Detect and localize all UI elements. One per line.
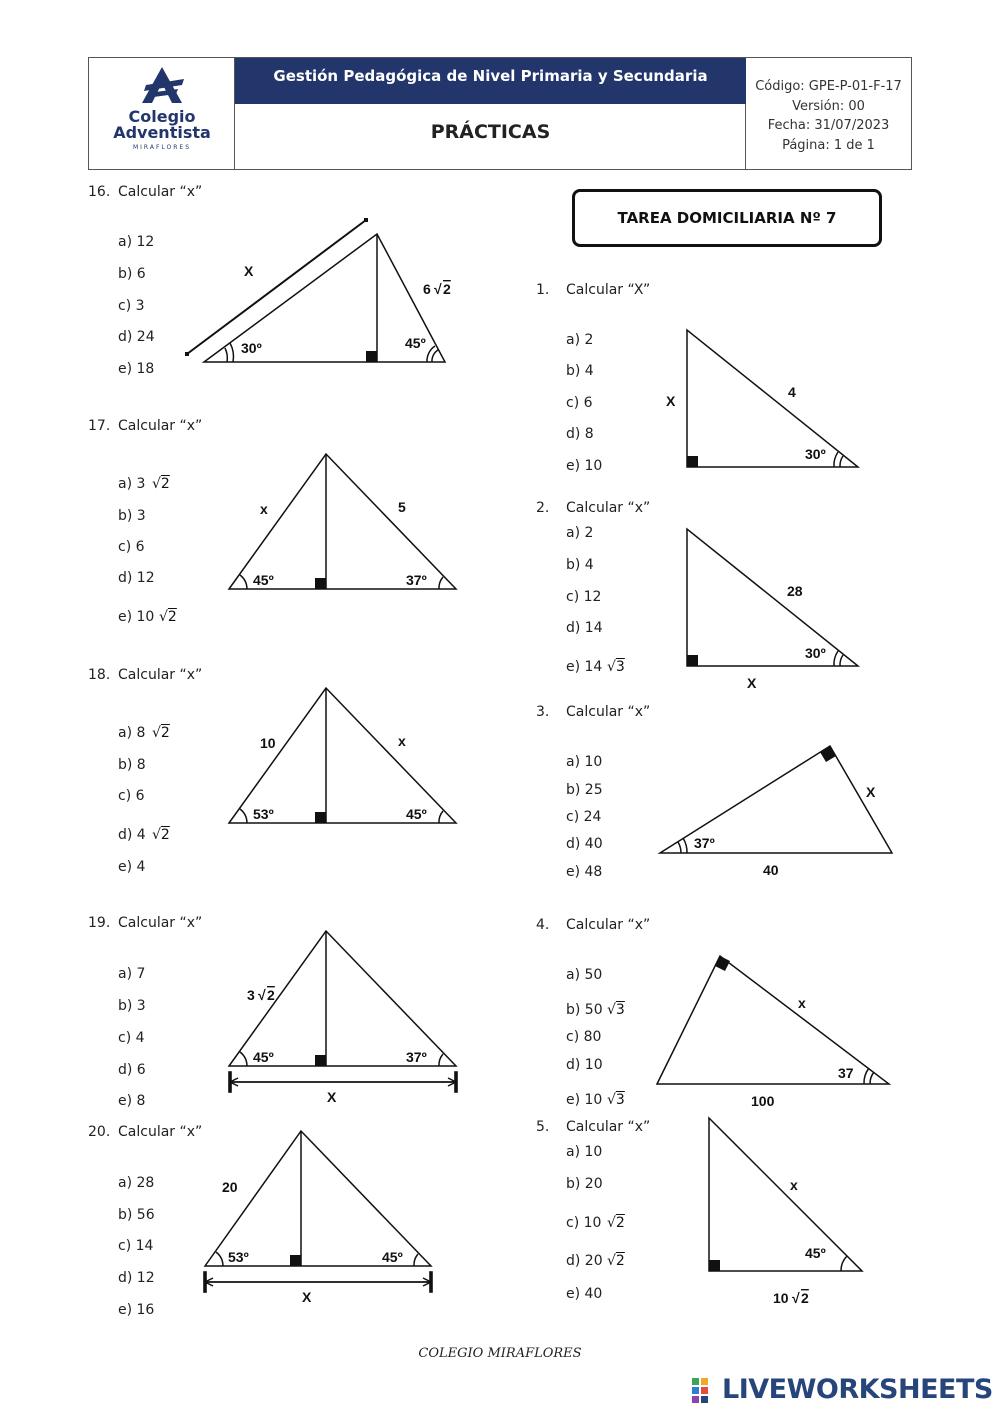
hw5-option-c[interactable]: c) 10 [566,1215,602,1231]
figure-hw5 [709,1118,862,1271]
q19-option-e[interactable]: e) 8 [118,1093,146,1109]
hw5-option-d-radicand: 2 [615,1253,625,1269]
fig19-label-sqrt: √ [258,987,266,1003]
q16-option-e[interactable]: e) 18 [118,361,155,377]
liveworksheets-text: LIVEWORKSHEETS [722,1374,993,1405]
logo-line-3: MIRAFLORES [132,144,192,151]
fig16-angle-arc-30b [230,343,233,362]
hw2-triangle [687,529,858,666]
q20-option-b[interactable]: b) 56 [118,1207,155,1223]
fig17-label-angle-45: 45º [253,572,274,588]
q19-option-a[interactable]: a) 7 [118,966,146,982]
hw1-right-angle-marker [687,456,698,467]
fig17-angle-arc-45 [240,575,247,589]
hw2-option-d[interactable]: d) 14 [566,620,603,636]
fig16-label-sqrt: √ [434,281,442,297]
hw3-option-d[interactable]: d) 40 [566,836,603,852]
header-band-title: Gestión Pedagógica de Nivel Primaria y Secundaria [235,58,746,104]
q16-option-c[interactable]: c) 3 [118,298,145,314]
fig18-triangle [229,688,456,823]
hw5-option-d[interactable]: d) 20 [566,1253,603,1269]
fig17-label-x: x [260,501,268,517]
meta-version: Versión: 00 [792,98,865,114]
hw4-label-100: 100 [751,1093,775,1109]
q18-option-d[interactable]: d) 4 [118,827,146,843]
hw4-option-a[interactable]: a) 50 [566,967,603,983]
q17-option-e-sqrt: √2 [159,609,177,625]
q17-option-a[interactable]: a) 3 [118,476,146,492]
hw5-option-d-sqrt: √2 [607,1253,625,1269]
fig16-label-radicand: 2 [443,281,451,297]
hw4-option-e-radicand: 3 [615,1092,625,1108]
fig18-right-angle-marker [315,812,326,823]
q17-option-c[interactable]: c) 6 [118,539,145,555]
q17-option-e[interactable]: e) 10 [118,609,155,625]
fig19-label-radicand: 2 [267,987,275,1003]
hw5-label-radicand: 2 [801,1290,809,1306]
question-5-number: 5. [536,1119,550,1135]
hw2-angle-arc-30 [840,655,843,666]
hw5-option-c-radicand: 2 [615,1215,625,1231]
liveworksheets-logo-icon [692,1378,718,1404]
hw1-option-b[interactable]: b) 4 [566,363,594,379]
question-1-number: 1. [536,282,550,298]
fig20-label-angle-53: 53º [228,1249,249,1265]
hw2-label-X: X [747,675,757,691]
fig20-angle-arc-45 [414,1254,418,1266]
hw4-option-c[interactable]: c) 80 [566,1029,602,1045]
q17-option-e-radicand: 2 [167,609,177,625]
hw3-label-40: 40 [763,862,779,878]
fig19-angle-arc-37 [439,1054,443,1066]
fig18-angle-arc-45 [439,811,443,823]
question-16-number: 16. [88,184,111,200]
hw2-angle-arc-30b [834,651,838,666]
hw5-right-angle-marker [709,1260,720,1271]
hw1-option-c[interactable]: c) 6 [566,395,593,411]
fig17-right-angle-marker [315,578,326,589]
question-17-prompt: Calcular “x” [118,418,203,434]
hw1-angle-arc-30 [840,456,843,467]
hw4-option-e[interactable]: e) 10 [566,1092,603,1108]
question-18-prompt: Calcular “x” [118,667,203,683]
q20-option-a[interactable]: a) 28 [118,1175,155,1191]
figure-18 [229,688,456,823]
fig16-right-angle-marker [366,351,377,362]
q20-option-d[interactable]: d) 12 [118,1270,155,1286]
fig20-triangle [205,1131,431,1266]
fig17-angle-arc-37 [439,577,443,589]
q18-option-b[interactable]: b) 8 [118,757,146,773]
hw2-option-b[interactable]: b) 4 [566,557,594,573]
hw4-right-angle-marker [715,956,730,971]
hw4-angle-arc-37 [870,1072,874,1084]
liveworksheets-watermark [692,1374,992,1408]
question-4-prompt: Calcular “x” [566,917,651,933]
q18-option-d-radicand: 2 [160,827,170,843]
hw2-label-28: 28 [787,583,803,599]
fig16-label-angle-30: 30º [241,340,262,356]
hw1-label-X: X [666,393,676,409]
footer-school-name: COLEGIO MIRAFLORES [418,1346,582,1361]
q20-option-e[interactable]: e) 16 [118,1302,155,1318]
fig20-label-angle-45: 45º [382,1249,403,1265]
fig19-label-3: 3 [247,987,255,1003]
fig16-dim-end-a [185,352,189,356]
hw3-angle-arc-37 [678,842,681,853]
question-19-number: 19. [88,915,111,931]
q16-option-a[interactable]: a) 12 [118,234,155,250]
hw4-option-b[interactable]: b) 50 [566,1002,603,1018]
fig20-right-angle-marker [290,1255,301,1266]
question-17-number: 17. [88,418,111,434]
meta-code: Código: GPE-P-01-F-17 [755,79,902,94]
hw3-label-angle-37: 37º [694,835,715,851]
q18-option-e[interactable]: e) 4 [118,859,146,875]
hw1-label-angle-30: 30º [805,446,826,462]
hw2-option-e[interactable]: e) 14 [566,659,603,675]
hw2-right-angle-marker [687,655,698,666]
q17-option-a-radicand: 2 [160,476,170,492]
q18-option-a-sqrt: √2 [152,725,170,741]
question-18-number: 18. [88,667,111,683]
fig16-dim-end-b [364,218,368,222]
hw4-option-e-sqrt: √3 [607,1092,625,1108]
q18-option-c[interactable]: c) 6 [118,788,145,804]
meta-date: Fecha: 31/07/2023 [767,118,890,133]
question-19-prompt: Calcular “x” [118,915,203,931]
fig17-label-angle-37: 37º [406,572,427,588]
question-1-prompt: Calcular “X” [566,282,651,298]
q17-option-d[interactable]: d) 12 [118,570,155,586]
hw1-angle-arc-30b [834,452,838,467]
hw5-option-c-sqrt: √2 [607,1215,625,1231]
hw1-option-a[interactable]: a) 2 [566,332,594,348]
hw5-option-b[interactable]: b) 20 [566,1176,603,1192]
hw4-label-angle-37: 37 [838,1065,854,1081]
fig17-triangle [229,454,456,589]
fig18-label-10: 10 [260,735,276,751]
hw5-label-10: 10 [773,1290,789,1306]
meta-page: Página: 1 de 1 [782,137,875,153]
q16-option-d[interactable]: d) 24 [118,329,155,345]
question-2-number: 2. [536,500,550,516]
fig16-angle-arc-30 [225,348,227,362]
q19-option-d[interactable]: d) 6 [118,1062,146,1078]
fig16-label-angle-45: 45º [405,335,426,351]
q19-option-c[interactable]: c) 4 [118,1030,145,1046]
q17-option-b[interactable]: b) 3 [118,508,146,524]
fig19-label-X: X [327,1089,337,1105]
hw3-option-a[interactable]: a) 10 [566,754,603,770]
figure-hw1 [687,330,858,467]
hw3-label-X: X [866,784,876,800]
hw3-right-angle-marker [820,746,836,762]
hw1-option-e[interactable]: e) 10 [566,458,603,474]
q18-option-a-radicand: 2 [160,725,170,741]
hw3-option-c[interactable]: c) 24 [566,809,602,825]
question-3-prompt: Calcular “x” [566,704,651,720]
hw2-option-c[interactable]: c) 12 [566,589,602,605]
q17-option-a-sqrt: √2 [152,476,170,492]
fig16-label-x: X [244,263,254,279]
figure-17 [229,454,456,589]
hw5-label-x: x [790,1177,798,1193]
fig17-label-5: 5 [398,499,406,515]
hw4-option-d[interactable]: d) 10 [566,1057,603,1073]
hw2-option-e-sqrt: √3 [607,659,625,675]
fig18-angle-arc-53 [240,809,247,823]
figure-hw4 [657,956,889,1084]
hw5-label-angle-45: 45º [805,1245,826,1261]
logo-line-1: Colegio [128,107,196,126]
hw2-label-angle-30: 30º [805,645,826,661]
hw1-option-d[interactable]: d) 8 [566,426,594,442]
q18-option-d-sqrt: √2 [152,827,170,843]
hw5-angle-arc-45 [841,1256,847,1271]
header-subtitle: PRÁCTICAS [430,121,551,143]
hw4-option-b-radicand: 3 [615,1002,625,1018]
hw2-option-a[interactable]: a) 2 [566,525,594,541]
question-20-prompt: Calcular “x” [118,1124,203,1140]
q19-option-b[interactable]: b) 3 [118,998,146,1014]
hw5-option-a[interactable]: a) 10 [566,1144,603,1160]
hw1-triangle [687,330,858,467]
hw4-option-b-sqrt: √3 [607,1002,625,1018]
hw5-label-sqrt: √ [792,1290,800,1306]
question-5-prompt: Calcular “x” [566,1119,651,1135]
fig18-label-x: x [398,733,406,749]
logo-line-2: Adventista [113,123,211,142]
question-20-number: 20. [88,1124,111,1140]
fig19-label-angle-45: 45º [253,1049,274,1065]
hw2-option-e-radicand: 3 [615,659,625,675]
fig20-label-X: X [302,1289,312,1305]
fig18-label-angle-45: 45º [406,806,427,822]
figure-hw2 [687,529,858,666]
hw3-option-b[interactable]: b) 25 [566,782,603,798]
hw5-triangle [709,1118,862,1271]
fig18-label-angle-53: 53º [253,806,274,822]
question-3-number: 3. [536,704,550,720]
homework-title-box: TAREA DOMICILIARIA Nº 7 [572,189,882,247]
hw3-angle-arc-37b [683,838,687,853]
fig16-dimension-line [187,220,366,354]
question-4-number: 4. [536,917,550,933]
fig20-label-20: 20 [222,1179,238,1195]
fig19-label-angle-37: 37º [406,1049,427,1065]
question-2-prompt: Calcular “x” [566,500,651,516]
fig16-label-side: 6 [423,281,431,297]
hw4-label-x: x [798,995,806,1011]
hw5-option-e[interactable]: e) 40 [566,1286,603,1302]
hw1-label-4: 4 [788,384,796,400]
hw4-angle-arc-37b [864,1068,869,1084]
question-16-prompt: Calcular “x” [118,184,203,200]
q18-option-a[interactable]: a) 8 [118,725,146,741]
fig19-right-angle-marker [315,1055,326,1066]
hw4-triangle [657,956,889,1084]
hw3-option-e[interactable]: e) 48 [566,864,603,880]
fig16-angle-arc-45 [432,350,438,362]
q20-option-c[interactable]: c) 14 [118,1238,154,1254]
fig20-angle-arc-53 [216,1252,223,1266]
fig19-angle-arc-45 [240,1052,247,1066]
q16-option-b[interactable]: b) 6 [118,266,146,282]
